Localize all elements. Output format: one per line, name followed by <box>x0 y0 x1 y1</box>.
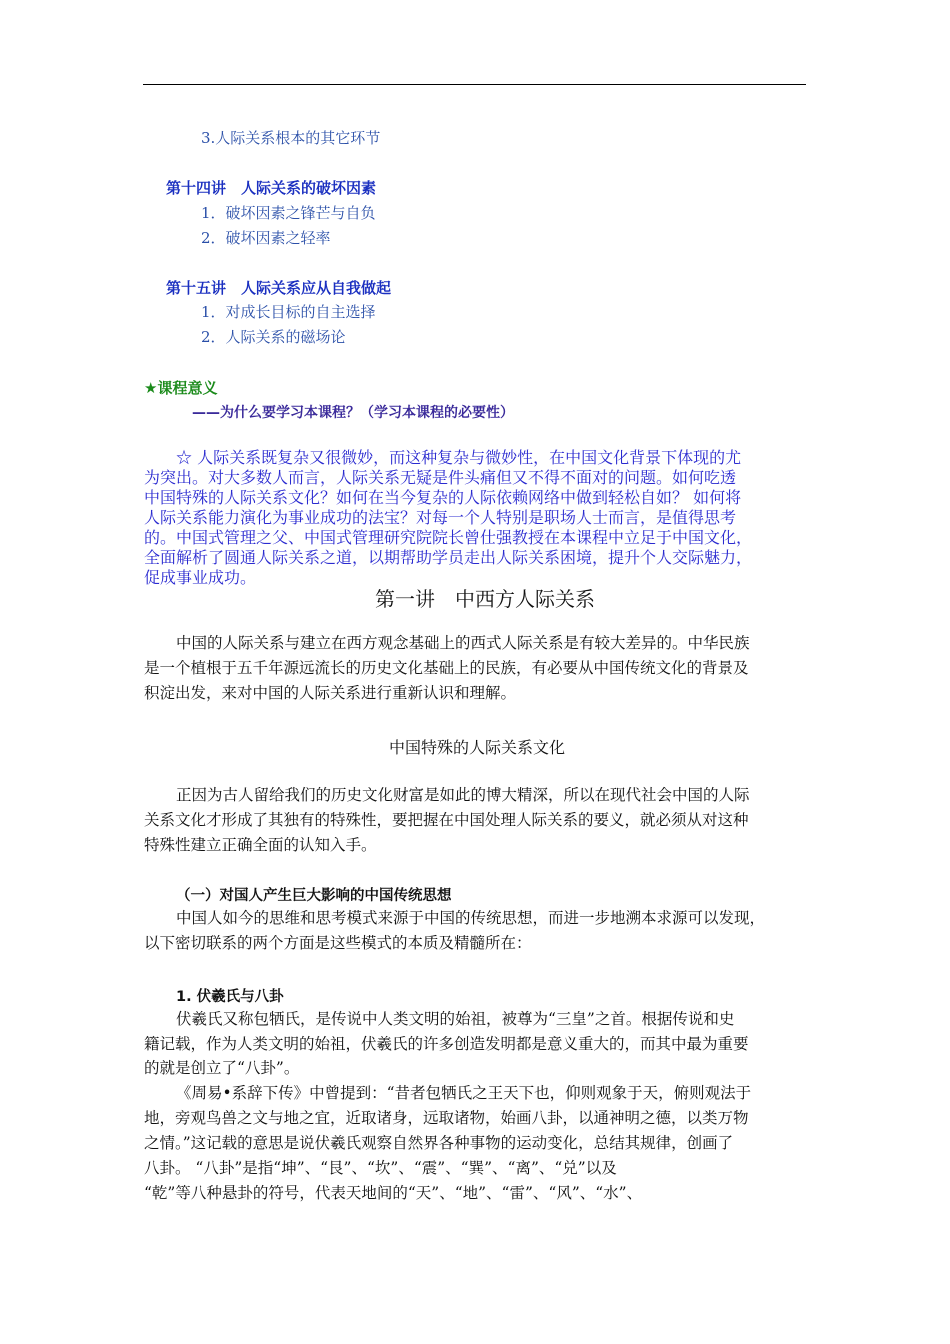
paragraph-line: 以下密切联系的两个方面是这些模式的本质及精髓所在： <box>144 934 532 952</box>
paragraph-line: 籍记载，作为人类文明的始祖，伏羲氏的许多创造发明都是意义重大的，而其中最为重要 <box>144 1035 749 1053</box>
lecture-1-title: 第一讲 中西方人际关系 <box>375 587 595 611</box>
paragraph-line: 积淀出发，来对中国的人际关系进行重新认识和理解。 <box>144 684 517 702</box>
paragraph-line: 中国的人际关系与建立在西方观念基础上的西式人际关系是有较大差异的。中华民族 <box>176 634 750 652</box>
course-significance-subheading: ——为什么要学习本课程？（学习本课程的必要性） <box>192 405 514 421</box>
paragraph-line: 之情。”这记载的意思是说伏羲氏观察自然界各种事物的运动变化，总结其规律，创画了 <box>144 1134 734 1152</box>
significance-line: ☆ 人际关系既复杂又很微妙，而这种复杂与微妙性，在中国文化背景下体现的尤 <box>176 448 742 467</box>
significance-line: 的。中国式管理之父、中国式管理研究院院长曾仕强教授在本课程中立足于中国文化， <box>144 528 753 547</box>
paragraph-line: 《周易•系辞下传》中曾提到：“昔者包牺氏之王天下也，仰则观象于天，俯则观法于 <box>176 1084 752 1102</box>
lecture-15-item-1: 1．对成长目标的自主选择 <box>201 303 376 321</box>
paragraph-line: 是一个植根于五千年源远流长的历史文化基础上的民族，有必要从中国传统文化的背景及 <box>144 659 749 677</box>
paragraph-line: 地，旁观鸟兽之文与地之宜，近取诸身，远取诸物，始画八卦，以通神明之德，以类万物 <box>144 1109 749 1127</box>
subsection-title: 1. 伏羲氏与八卦 <box>176 989 284 1005</box>
lecture-14-item-1: 1．破坏因素之锋芒与自负 <box>201 204 376 222</box>
paragraph-line: 中国人如今的思维和思考模式来源于中国的传统思想，而进一步地溯本求源可以发现， <box>176 909 766 927</box>
paragraph-line: “乾”等八种悬卦的符号，代表天地间的“天”、“地”、“雷”、“风”、“水”、 <box>144 1184 643 1202</box>
significance-line: 人际关系能力演化为事业成功的法宝？对每一个人特别是职场人士而言，是值得思考 <box>144 508 737 527</box>
lecture-14-item-2: 2．破坏因素之轻率 <box>201 229 331 247</box>
significance-line: 为突出。对大多数人而言，人际关系无疑是件头痛但又不得不面对的问题。如何吃透 <box>144 468 737 487</box>
significance-line: 促成事业成功。 <box>144 568 257 587</box>
paragraph-line: 特殊性建立正确全面的认知入手。 <box>144 836 377 854</box>
header-rule <box>143 84 806 85</box>
toc-item-13-3: 3.人际关系根本的其它环节 <box>201 129 381 147</box>
paragraph-line: 正因为古人留给我们的历史文化财富是如此的博大精深，所以在现代社会中国的人际 <box>176 786 750 804</box>
course-significance-heading: ★课程意义 <box>144 379 218 397</box>
significance-line: 全面解析了圆通人际关系之道，以期帮助学员走出人际关系困境，提升个人交际魅力， <box>144 548 753 567</box>
lecture-14-title: 第十四讲 人际关系的破坏因素 <box>166 179 377 197</box>
lecture-15-item-2: 2．人际关系的磁场论 <box>201 328 346 346</box>
paragraph-line: 的就是创立了“八卦”。 <box>144 1059 300 1077</box>
paragraph-line: 关系文化才形成了其独有的特殊性，要把握在中国处理人际关系的要义，就必须从对这种 <box>144 811 749 829</box>
paragraph-line: 伏羲氏又称包牺氏，是传说中人类文明的始祖，被尊为“三皇”之首。根据传说和史 <box>176 1010 735 1028</box>
paragraph-line: 八卦。 “八卦”是指“坤”、“艮”、“坎”、“震”、“巽”、“离”、“兑”以及 <box>144 1159 617 1177</box>
section-title: 中国特殊的人际关系文化 <box>389 738 566 757</box>
lecture-15-title: 第十五讲 人际关系应从自我做起 <box>166 279 392 297</box>
subsection-title: （一）对国人产生巨大影响的中国传统思想 <box>176 888 452 904</box>
significance-line: 中国特殊的人际关系文化？如何在当今复杂的人际依赖网络中做到轻松自如？ 如何将 <box>144 488 742 507</box>
